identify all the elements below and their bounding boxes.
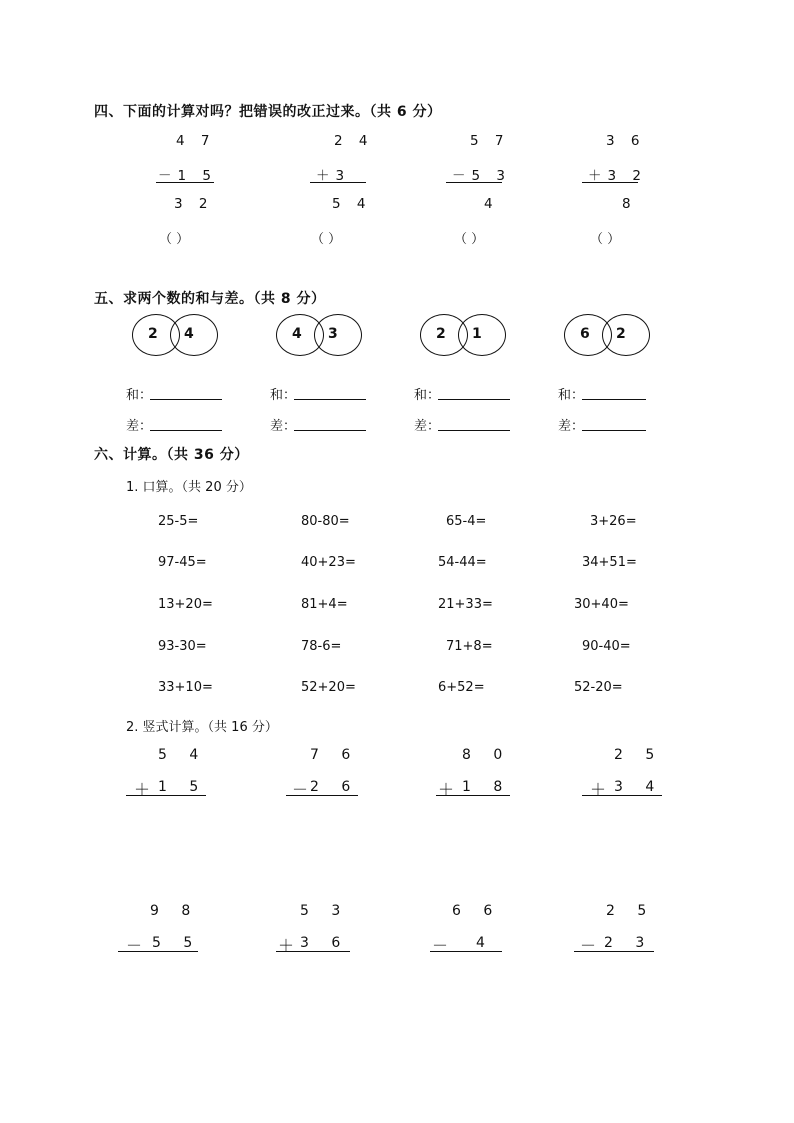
vcalc-r2-c2-bottom: 3 6 bbox=[300, 935, 350, 951]
s5-pair2-sum-blank[interactable] bbox=[294, 399, 366, 400]
vcalc-r2-c4-rule bbox=[574, 951, 654, 952]
s5-pair1-right-circle bbox=[170, 314, 218, 356]
oral-r2-c2: 40+23= bbox=[301, 555, 356, 570]
s4-p1-top: 4 7 bbox=[176, 133, 216, 149]
s5-pair3-a: 2 bbox=[436, 326, 446, 342]
oral-r1-c2: 80-80= bbox=[301, 514, 350, 529]
s4-p1-answer-paren[interactable]: （ ） bbox=[159, 232, 190, 247]
s5-pair3-diff-label: 差： bbox=[414, 419, 441, 434]
vcalc-r1-c1-rule bbox=[126, 795, 206, 796]
vcalc-r1-c3-top: 8 0 bbox=[462, 747, 512, 763]
vcalc-r1-c1-bottom: 1 5 bbox=[158, 779, 208, 795]
s5-pair2-b: 3 bbox=[328, 326, 338, 342]
oral-r5-c2: 52+20= bbox=[301, 680, 356, 695]
vcalc-r2-c4-bottom: 2 3 bbox=[604, 935, 654, 951]
s4-p4-answer-paren[interactable]: （ ） bbox=[590, 232, 621, 247]
s4-p4-rule bbox=[582, 182, 638, 183]
oral-r1-c4: 3+26= bbox=[590, 514, 637, 529]
vcalc-r1-c2-bottom: 2 6 bbox=[310, 779, 360, 795]
vcalc-r2-c2-top: 5 3 bbox=[300, 903, 350, 919]
s5-pair4-sum-label: 和： bbox=[558, 388, 585, 403]
s5-pair2-sum-label: 和： bbox=[270, 388, 297, 403]
s5-pair3-sum-label: 和： bbox=[414, 388, 441, 403]
oral-r5-c4: 52-20= bbox=[574, 680, 623, 695]
s5-pair1-a: 2 bbox=[148, 326, 158, 342]
vcalc-r1-c2-rule bbox=[286, 795, 358, 796]
vcalc-r1-c4-bottom: 3 4 bbox=[614, 779, 664, 795]
s5-pair1-diff-blank[interactable] bbox=[150, 430, 222, 431]
s5-pair4-diff-label: 差： bbox=[558, 419, 585, 434]
vcalc-r2-c1-bottom: 5 5 bbox=[152, 935, 202, 951]
vcalc-r1-c1-top: 5 4 bbox=[158, 747, 208, 763]
s4-p3-operand: －5 3 bbox=[452, 168, 511, 184]
vcalc-r1-c2-top: 7 6 bbox=[310, 747, 360, 763]
vcalc-r1-c2-op: － bbox=[292, 780, 309, 799]
vcalc-r2-c4-op: － bbox=[580, 936, 597, 955]
vcalc-r1-c1-op: ＋ bbox=[134, 780, 151, 799]
s5-pair4-right-circle bbox=[602, 314, 650, 356]
oral-r2-c3: 54-44= bbox=[438, 555, 487, 570]
oral-r4-c3: 71+8= bbox=[446, 639, 493, 654]
section4-heading: 四、下面的计算对吗？把错误的改正过来。（共 6 分） bbox=[94, 104, 442, 120]
section5-heading: 五、求两个数的和与差。（共 8 分） bbox=[94, 291, 326, 307]
section6-part2-heading: 2. 竖式计算。（共 16 分） bbox=[126, 720, 278, 735]
section6-part1-heading: 1. 口算。（共 20 分） bbox=[126, 480, 252, 495]
vcalc-r2-c1-top: 9 8 bbox=[150, 903, 200, 919]
vcalc-r2-c3-op: － bbox=[432, 936, 449, 955]
s4-p2-top: 2 4 bbox=[334, 133, 374, 149]
s5-pair2-right-circle bbox=[314, 314, 362, 356]
oral-r2-c4: 34+51= bbox=[582, 555, 637, 570]
s5-pair1-sum-label: 和： bbox=[126, 388, 153, 403]
oral-r4-c4: 90-40= bbox=[582, 639, 631, 654]
s4-p2-answer-paren[interactable]: （ ） bbox=[311, 232, 342, 247]
oral-r4-c2: 78-6= bbox=[301, 639, 342, 654]
s5-pair3-sum-blank[interactable] bbox=[438, 399, 510, 400]
s5-pair4-b: 2 bbox=[616, 326, 626, 342]
s5-pair3-diff-blank[interactable] bbox=[438, 430, 510, 431]
vcalc-r2-c3-top: 6 6 bbox=[452, 903, 502, 919]
oral-r2-c1: 97-45= bbox=[158, 555, 207, 570]
vcalc-r1-c4-top: 2 5 bbox=[614, 747, 664, 763]
s4-p1-rule bbox=[156, 182, 214, 183]
vcalc-r2-c2-rule bbox=[276, 951, 350, 952]
s4-p3-rule bbox=[446, 182, 502, 183]
vcalc-r2-c3-rule bbox=[430, 951, 502, 952]
vcalc-r2-c1-rule bbox=[118, 951, 198, 952]
s5-pair1-sum-blank[interactable] bbox=[150, 399, 222, 400]
section6-heading: 六、计算。（共 36 分） bbox=[94, 447, 249, 463]
s4-p2-rule bbox=[310, 182, 366, 183]
oral-r5-c3: 6+52= bbox=[438, 680, 485, 695]
oral-r5-c1: 33+10= bbox=[158, 680, 213, 695]
s5-pair3-right-circle bbox=[458, 314, 506, 356]
s4-p2-operand: ＋3 bbox=[316, 168, 351, 184]
s4-p4-operand: ＋3 2 bbox=[588, 168, 647, 184]
s5-pair2-diff-blank[interactable] bbox=[294, 430, 366, 431]
vcalc-r2-c3-bottom: 4 bbox=[476, 935, 494, 951]
vcalc-r2-c1-op: － bbox=[126, 936, 143, 955]
oral-r3-c1: 13+20= bbox=[158, 597, 213, 612]
s4-p3-result: 4 bbox=[484, 196, 499, 212]
oral-r1-c3: 65-4= bbox=[446, 514, 487, 529]
vcalc-r1-c4-rule bbox=[582, 795, 662, 796]
s4-p4-result: 8 bbox=[622, 196, 637, 212]
oral-r3-c4: 30+40= bbox=[574, 597, 629, 612]
s4-p2-result: 5 4 bbox=[332, 196, 372, 212]
oral-r4-c1: 93-30= bbox=[158, 639, 207, 654]
s4-p1-operand: －1 5 bbox=[158, 168, 217, 184]
s5-pair4-sum-blank[interactable] bbox=[582, 399, 646, 400]
s4-p3-top: 5 7 bbox=[470, 133, 510, 149]
s4-p4-top: 3 6 bbox=[606, 133, 646, 149]
s5-pair1-b: 4 bbox=[184, 326, 194, 342]
vcalc-r1-c3-op: ＋ bbox=[438, 780, 455, 799]
s5-pair4-diff-blank[interactable] bbox=[582, 430, 646, 431]
s5-pair2-diff-label: 差： bbox=[270, 419, 297, 434]
vcalc-r2-c2-op: ＋ bbox=[278, 936, 295, 955]
oral-r3-c3: 21+33= bbox=[438, 597, 493, 612]
s5-pair4-a: 6 bbox=[580, 326, 590, 342]
s4-p1-result: 3 2 bbox=[174, 196, 214, 212]
vcalc-r1-c4-op: ＋ bbox=[590, 780, 607, 799]
oral-r1-c1: 25-5= bbox=[158, 514, 199, 529]
vcalc-r2-c4-top: 2 5 bbox=[606, 903, 656, 919]
s4-p3-answer-paren[interactable]: （ ） bbox=[454, 232, 485, 247]
vcalc-r1-c3-bottom: 1 8 bbox=[462, 779, 512, 795]
vcalc-r1-c3-rule bbox=[436, 795, 510, 796]
s5-pair3-b: 1 bbox=[472, 326, 482, 342]
oral-r3-c2: 81+4= bbox=[301, 597, 348, 612]
s5-pair2-a: 4 bbox=[292, 326, 302, 342]
s5-pair1-diff-label: 差： bbox=[126, 419, 153, 434]
